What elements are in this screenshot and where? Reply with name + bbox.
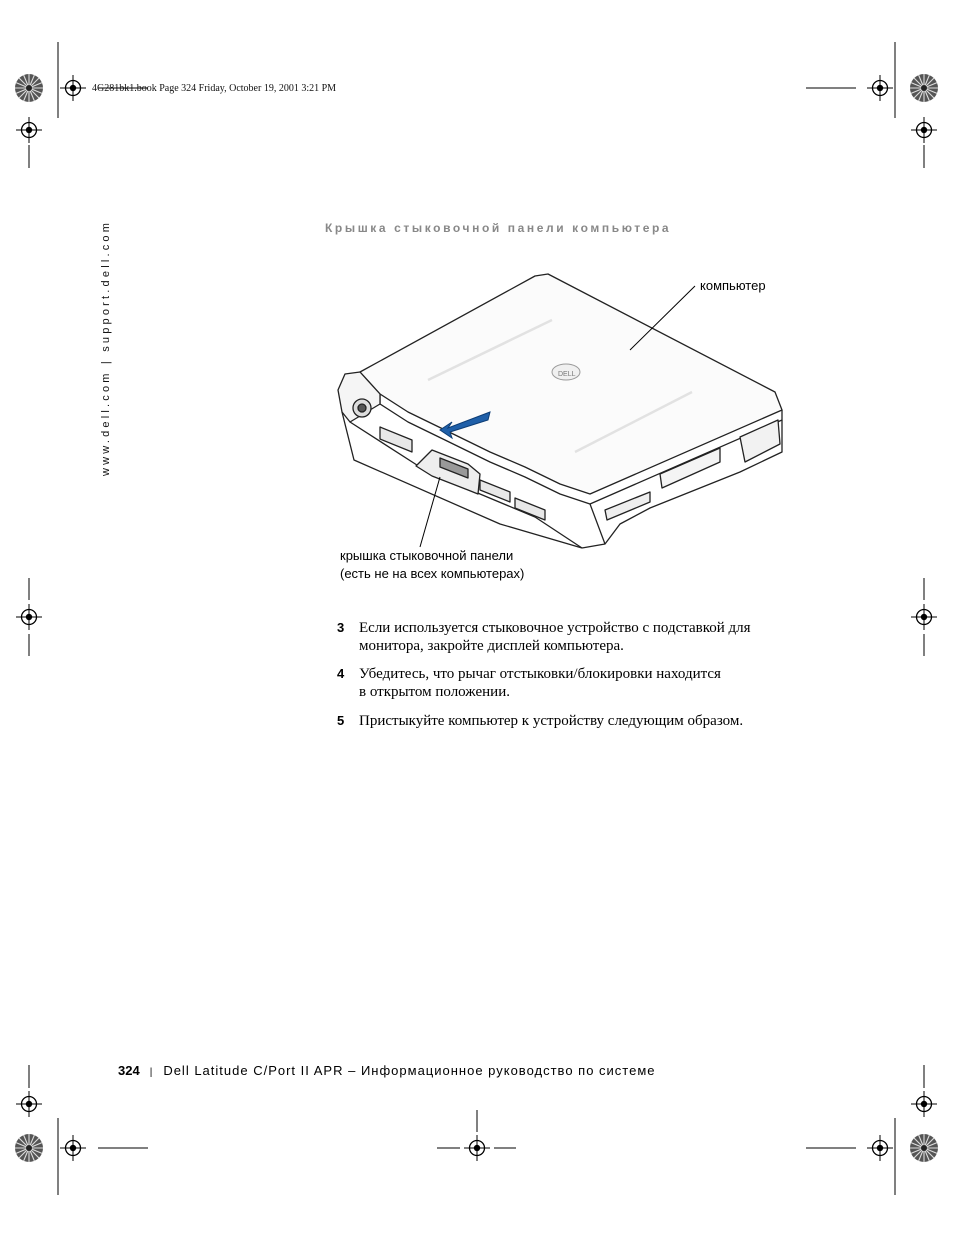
step-number: 3: [337, 620, 345, 635]
footer-separator: |: [149, 1067, 154, 1078]
color-wheel-icon: [15, 74, 43, 102]
color-wheel-icon: [15, 1134, 43, 1162]
registration-mark-icon: [911, 604, 937, 630]
color-wheel-icon: [910, 74, 938, 102]
registration-mark-icon: [911, 117, 937, 143]
registration-mark-icon: [60, 1135, 86, 1161]
registration-mark-icon: [867, 1135, 893, 1161]
sidebar-url: www.dell.com | support.dell.com: [100, 219, 112, 476]
page-footer: [118, 1063, 656, 1078]
registration-mark-icon: [464, 1135, 490, 1161]
registration-mark-icon: [16, 1091, 42, 1117]
step-text-line: Если используется стыковочное устройство с подставкой для: [359, 620, 751, 636]
step-number: 5: [337, 713, 345, 728]
callout-line-cover: [420, 477, 440, 547]
callout-cover-line1: крышка стыковочной панели: [340, 548, 514, 563]
registration-mark-icon: [16, 117, 42, 143]
registration-mark-icon: [60, 75, 86, 101]
page-number: 324: [118, 1063, 140, 1078]
step-text-line: в открытом положении.: [359, 684, 510, 700]
step-3: [337, 619, 787, 659]
footer-title: Dell Latitude C/Port II APR – Информационное руководство по системе: [163, 1063, 656, 1078]
registration-mark-icon: [16, 604, 42, 630]
figure-caption: Крышка стыковочной панели компьютера: [325, 221, 672, 235]
laptop-illustration: [320, 262, 800, 572]
step-4: [337, 665, 787, 705]
step-number: 4: [337, 666, 345, 681]
callout-cover-line2: (есть не на всех компьютерах): [340, 566, 525, 581]
step-text-line: Пристыкуйте компьютер к устройству следующим образом.: [359, 713, 744, 729]
step-text-line: Убедитесь, что рычаг отстыковки/блокировки находится: [359, 666, 721, 682]
dell-logo-icon: DELL: [558, 371, 576, 378]
step-5: [337, 712, 787, 732]
registration-mark-icon: [867, 75, 893, 101]
color-wheel-icon: [910, 1134, 938, 1162]
registration-mark-icon: [911, 1091, 937, 1117]
callout-computer: компьютер: [700, 278, 766, 293]
book-info: 4G281bk1.book Page 324 Friday, October 19, 2001 3:21 PM: [92, 83, 337, 94]
step-text-line: монитора, закройте дисплей компьютера.: [359, 638, 624, 654]
